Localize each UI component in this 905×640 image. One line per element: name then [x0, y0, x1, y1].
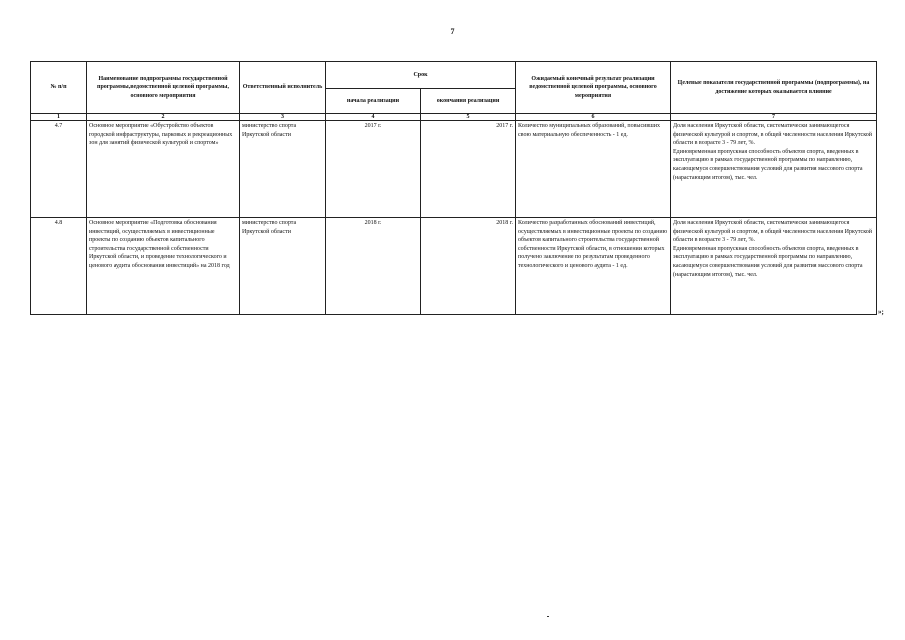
row-num: 4.7 [31, 121, 87, 218]
row-executor: министерство спорта Иркутской области [240, 121, 326, 218]
table-row [31, 121, 877, 218]
column-number: 1 [31, 114, 87, 121]
column-number: 3 [240, 114, 326, 121]
row-name: Основное мероприятие «Обустройство объектов городской инфраструктуры, парковых и рекреационных зон для занятий физической культурой и спортом» [87, 121, 240, 218]
row-start: 2018 г. [326, 218, 421, 315]
column-number: 6 [516, 114, 671, 121]
header-num: № п/п [31, 62, 87, 114]
program-table [30, 61, 877, 315]
row-indicators: Доля населения Иркутской области, систематически занимающегося физической культурой и спортом, в общей численности населения Иркутской области в возрасте 3 - 79 лет, %. Единовременная пропускная способность объектов спорта, введенных в эксплуатацию в рамках государственной программы по направлению, касающемуся совершенствования условий для развития массового спорта (нарастающим итогом), тыс. чел. [671, 121, 877, 218]
column-number: 7 [671, 114, 877, 121]
row-num: 4.8 [31, 218, 87, 315]
row-indicators: Доля населения Иркутской области, систематически занимающегося физической культурой и спортом, в общей численности населения Иркутской области в возрасте 3 - 79 лет, %. Единовременная пропускная способность объектов спорта, введенных в эксплуатацию в рамках государственной программы по направлению, касающемуся совершенствования условий для развития массового спорта (нарастающим итогом), тыс. чел. [671, 218, 877, 315]
row-end: 2017 г. [421, 121, 516, 218]
column-number: 5 [421, 114, 516, 121]
column-number: 2 [87, 114, 240, 121]
column-numbers-row [31, 114, 877, 121]
row-executor: министерство спорта Иркутской области [240, 218, 326, 315]
row-name: Основное мероприятие «Подготовка обоснования инвестиций, осуществляемых в инвестиционные проекты по созданию объектов капитального строительства государственной собственности Иркутской области, и проведение технологического и ценового аудита обоснования инвестиций» на 2018 год [87, 218, 240, 315]
header-term: Срок [326, 62, 516, 89]
header-result: Ожидаемый конечный результат реализации ведомственной целевой программы, основного мероприятия [516, 62, 671, 114]
header-term-start: начала реализации [326, 89, 421, 114]
closing-quote-mark: »; [878, 308, 884, 316]
scan-speck [547, 616, 549, 617]
row-result: Количество разработанных обоснований инвестиций, осуществляемых в инвестиционные проекты по созданию объектов капитального строительства государственной собственности Иркутской области, в отношении которых получено заключение по результатам проведенного технологического и ценового аудита - 1 ед. [516, 218, 671, 315]
row-start: 2017 г. [326, 121, 421, 218]
header-name: Наименование подпрограммы государственной программы,ведомственной целевой программы, основного мероприятия [87, 62, 240, 114]
header-indicators: Целевые показатели государственной программы (подпрограммы), на достижение которых оказывается влияние [671, 62, 877, 114]
page-number: 7 [450, 27, 455, 36]
header-term-end: окончания реализации [421, 89, 516, 114]
table-row [31, 218, 877, 315]
row-result: Количество муниципальных образований, повысивших свою материальную обеспеченность - 1 ед. [516, 121, 671, 218]
column-number: 4 [326, 114, 421, 121]
row-end: 2018 г. [421, 218, 516, 315]
header-executor: Ответственный исполнитель [240, 62, 326, 114]
